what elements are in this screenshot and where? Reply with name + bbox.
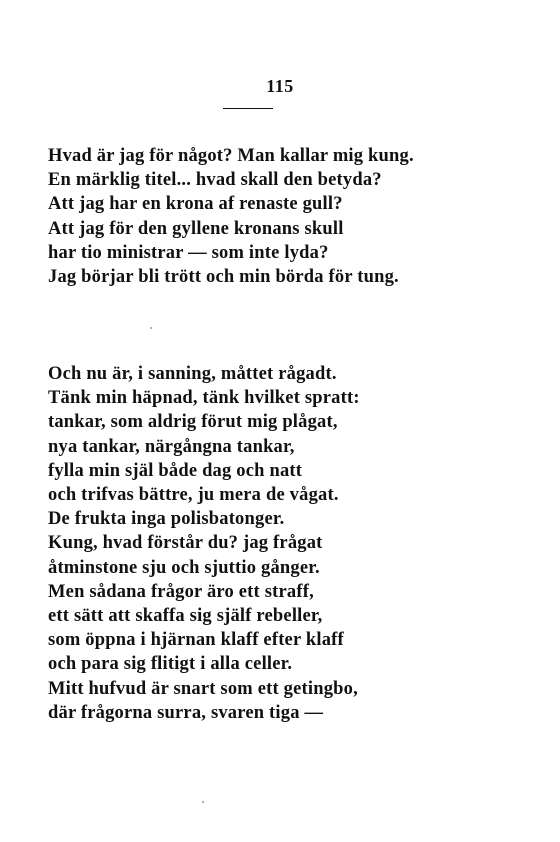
verse-line: Och nu är, i sanning, måttet rågadt. [48,364,337,384]
verse-line: fylla min själ både dag och natt [48,460,303,481]
verse-line: Jag börjar bli trött och min börda för tung. [48,267,399,288]
verse-line: som öppna i hjärnan klaff efter klaff [48,630,344,651]
print-speck [202,801,204,803]
page-number-rule [223,108,273,109]
verse-line: där frågorna surra, svaren tiga — [48,702,324,723]
verse-line: De frukta inga polisbatonger. [48,509,285,530]
page-number: 115 [266,76,294,96]
verse-line: Mitt hufvud är snart som ett getingbo, [48,678,358,699]
verse-line: har tio ministrar — som inte lyda? [48,242,329,263]
stanza-2 [48,362,360,725]
verse-line: Men sådana frågor äro ett straff, [48,581,314,602]
verse-line: Tänk min häpnad, tänk hvilket spratt: [48,388,360,409]
verse-line: åtminstone sju och sjuttio gånger. [48,557,320,578]
verse-line: En märklig titel... hvad skall den betyda? [48,170,382,191]
verse-line: och para sig flitigt i alla celler. [48,654,293,675]
verse-line: och trifvas bättre, ju mera de vågat. [48,485,339,506]
verse-line: Hvad är jag för något? Man kallar mig kung. [48,146,414,166]
verse-line: nya tankar, närgångna tankar, [48,436,295,457]
verse-line: Att jag för den gyllene kronans skull [48,218,344,239]
verse-line: Att jag har en krona af renaste gull? [48,194,343,215]
verse-line: ett sätt att skaffa sig själf rebeller, [48,606,323,627]
verse-line: Kung, hvad förstår du? jag frågat [48,533,323,554]
print-speck [150,327,152,329]
stanza-1 [48,144,414,289]
verse-line: tankar, som aldrig förut mig plågat, [48,412,338,433]
